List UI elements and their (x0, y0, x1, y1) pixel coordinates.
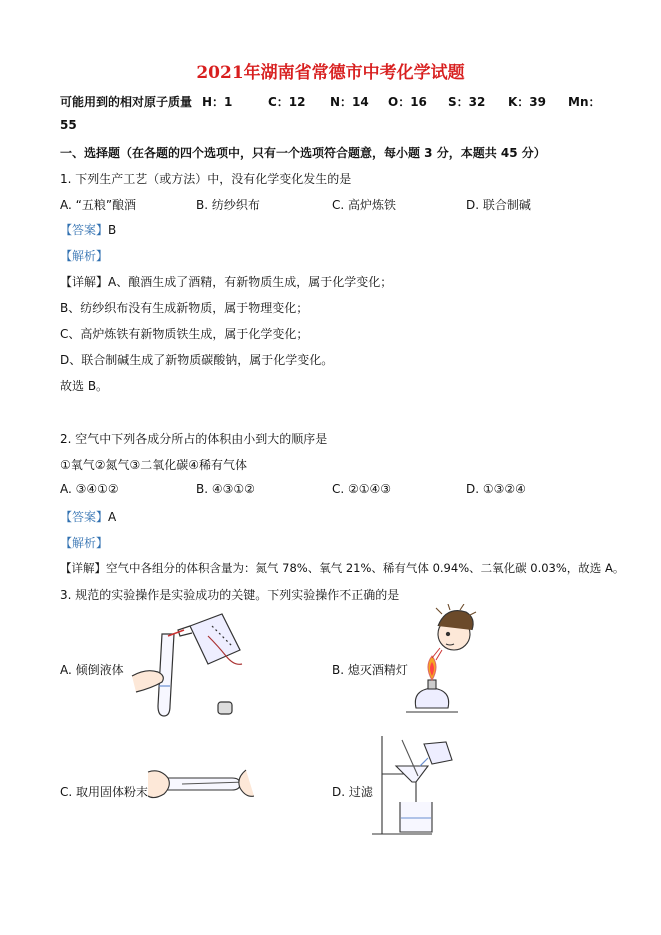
section-heading: 一、选择题（在各题的四个选项中，只有一个选项符合题意，每小题 3 分，本题共 45 分） (60, 146, 546, 160)
q2-detail-text: 空气中各组分的体积含量为：氮气 78%、氧气 21%、稀有气体 0.94%、二氧化碳 0.03%，故选 A。 (106, 561, 625, 575)
alcohol-lamp-illustration (402, 604, 482, 722)
q1-option-c: C. 高炉炼铁 (332, 198, 397, 212)
q1-option-b: B. 纺纱织布 (196, 198, 260, 212)
atomic-mass-label: 可能用到的相对原子质量 (60, 95, 193, 109)
q2-stem: 2. 空气中下列各成分所占的体积由小到大的顺序是 (60, 432, 328, 446)
q1-option-a: A. “五粮”酿酒 (60, 198, 137, 212)
q1-analysis-tag: 【解析】 (60, 249, 109, 263)
mass-mn-value: 55 (60, 118, 77, 132)
q3-stem: 3. 规范的实验操作是实验成功的关键。下列实验操作不正确的是 (60, 588, 400, 602)
q1-option-d: D. 联合制碱 (466, 198, 531, 212)
q2-answer-value: A (108, 510, 117, 524)
q2-answer (60, 508, 116, 525)
answer-tag: 【答案】 (60, 223, 109, 237)
mass-s: S：32 (448, 95, 486, 109)
q2-option-c: C. ②①④③ (332, 482, 392, 496)
mass-h: H：1 (202, 95, 233, 109)
q2-analysis-tag: 【解析】 (60, 536, 109, 550)
q1-detail-a: A、酿酒生成了酒精，有新物质生成，属于化学变化； (108, 275, 393, 289)
q2-detail (60, 560, 624, 576)
q1-detail-c: C、高炉炼铁有新物质铁生成，属于化学变化； (60, 327, 309, 341)
q1-conclusion: 故选 B。 (60, 379, 109, 393)
mass-n: N：14 (330, 95, 369, 109)
q1-stem: 1. 下列生产工艺（或方法）中，没有化学变化发生的是 (60, 172, 352, 186)
q2-option-a: A. ③④①② (60, 482, 119, 496)
q1-answer-value: B (108, 223, 117, 237)
q1-detail-line (60, 273, 392, 290)
q3-option-b: B. 熄灭酒精灯 (332, 663, 408, 677)
detail-tag: 【详解】 (60, 561, 106, 575)
q3-option-c: C. 取用固体粉末 (60, 785, 149, 799)
q1-detail-d: D、联合制碱生成了新物质碳酸钠，属于化学变化。 (60, 353, 334, 367)
answer-tag: 【答案】 (60, 510, 109, 524)
q3-option-d: D. 过滤 (332, 785, 373, 799)
q2-option-d: D. ①③②④ (466, 482, 526, 496)
mass-o: O：16 (388, 95, 427, 109)
q1-answer (60, 221, 116, 238)
mass-mn: Mn： (568, 95, 601, 109)
mass-c: C：12 (268, 95, 306, 109)
powder-illustration (146, 758, 254, 808)
q2-items: ①氧气②氮气③二氧化碳④稀有气体 (60, 458, 248, 472)
q3-option-a: A. 倾倒液体 (60, 663, 124, 677)
q2-option-b: B. ④③①② (196, 482, 255, 496)
page-title: 2021年湖南省常德市中考化学试题 (196, 63, 465, 83)
filtration-illustration (372, 732, 468, 840)
mass-k: K：39 (508, 95, 546, 109)
pouring-liquid-illustration (122, 606, 250, 724)
detail-tag: 【详解】 (60, 275, 109, 289)
q1-detail-b: B、纺纱织布没有生成新物质，属于物理变化； (60, 301, 309, 315)
